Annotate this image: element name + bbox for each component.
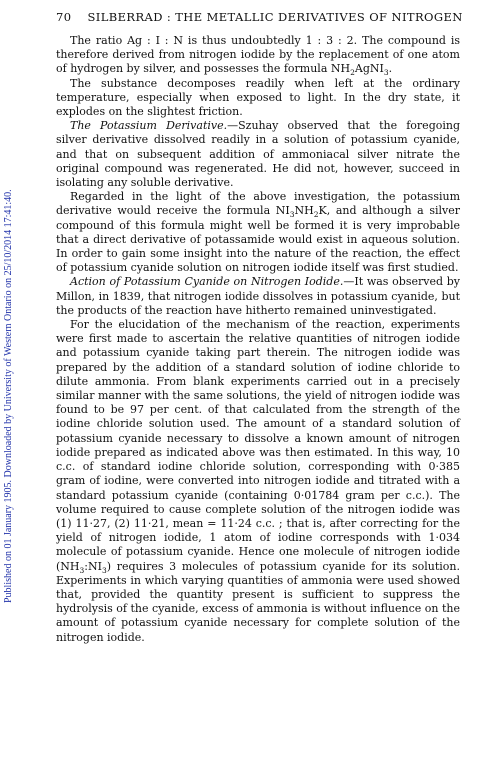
download-watermark: Published on 01 January 1905. Downloaded by University of Western Ontario on 25/10/2014 17:41:40. — [3, 189, 14, 603]
paragraph-experiments: For the elucidation of the mechanism of the reaction, experiments were first made to ascertain the relative quantities of nitrogen iodide and potassium cyanide taking part therein. The nitrogen iodide was prepared by the addition of a standard solution of iodine chloride to dilute ammonia. From blank experiments carried out in a precisely similar manner with the same solutions, the yield of nitrogen iodide was found to be 97 per cent. of that calculated from the strength of the iodine chloride solution used. The amount of a standard solution of potassium cyanide necessary to dissolve a known amount of nitrogen iodide prepared as indicated above was then estimated. In this way, 10 c.c. of standard iodine chloride solution, corresponding with 0·385 gram of iodine, were converted into nitrogen iodide and titrated with a standard potassium cyanide (containing 0·01784 gram per c.c.). The volume required to cause complete solution of the nitrogen iodide was (1) 11·27, (2) 11·21, mean = 11·24 c.c. ; that is, after correcting for the yield of nitrogen iodide, 1 atom of iodine corresponds with 1·034 molecule of potassium cyanide. Hence one molecule of nitrogen iodide $(NH_3:NI_3)$ requires 3 molecules of potassium cyanide for its solution. Experiments in which varying quantities of ammonia were used showed that, provided the quantity present is sufficient to suppress the hydrolysis of the cyanide, excess of ammonia is without influence on the amount of potassium cyanide necessary for complete solution of the nitrogen iodide. — [56, 318, 461, 644]
section-heading: Action of Potassium Cyanide on Nitrogen Iodide. — [70, 275, 344, 289]
paragraph-formula: Regarded in the light of the above investigation, the potassium derivative would receive the formula $NI_3NH_2K$, and although a silver compound of this formula might well be formed it is very improbable that a direct derivative of potassamide would exist in aqueous solution. In order to gain some insight into the nature of the reaction, the effect of potassium cyanide solution on nitrogen iodide itself was first studied. — [56, 190, 460, 275]
running-header — [56, 10, 463, 24]
running-title: SILBERRAD : THE METALLIC DERIVATIVES OF NITROGEN — [87, 10, 463, 24]
paragraph-action-cyanide: Action of Potassium Cyanide on Nitrogen Iodide.—It was observed by Millon, in 1839, that nitrogen iodide dissolves in potassium cyanide, but the products of the reaction have hitherto remained uninvestigated. — [56, 275, 460, 317]
page-number: 70 — [56, 10, 72, 24]
paragraph-potassium-derivative: The Potassium Derivative.—Szuhay observed that the foregoing silver derivative dissolved readily in a solution of potassium cyanide, and that on subsequent addition of ammoniacal silver nitrate the original compound was regenerated. He did not, however, succeed in isolating any soluble derivative. — [56, 119, 460, 190]
section-heading: The Potassium Derivative. — [70, 119, 228, 133]
paragraph-ratio: The ratio Ag : I : N is thus undoubtedly 1 : 3 : 2. The compound is therefore derived from nitrogen iodide by the replacement of one atom of hydrogen by silver, and possesses the formula $NH_2AgNI_3$. — [56, 34, 460, 78]
article-body — [56, 34, 460, 645]
paragraph-decomposition: The substance decomposes readily when left at the ordinary temperature, especially when exposed to light. In the dry state, it explodes on the slightest friction. — [56, 76, 460, 119]
